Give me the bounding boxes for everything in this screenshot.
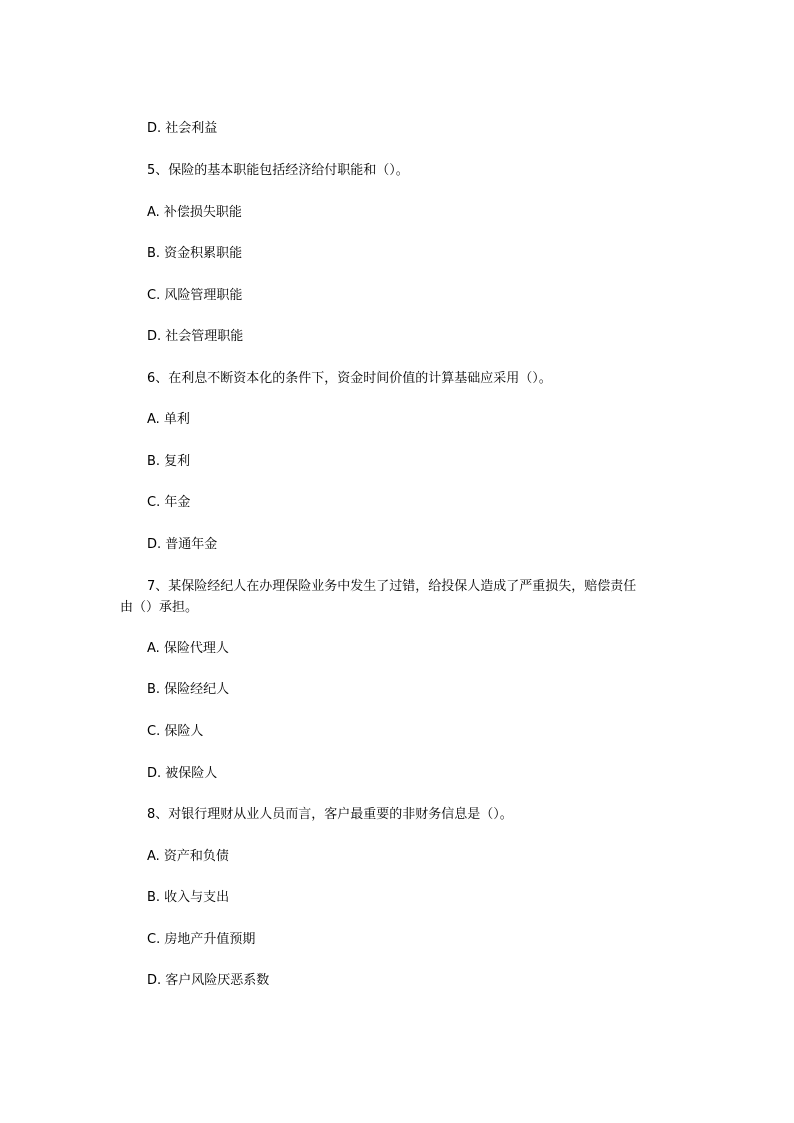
q5-option-d: D. 社会管理职能 xyxy=(147,329,244,344)
q5-option-b: B. 资金积累职能 xyxy=(147,246,243,261)
q7-option-a: A. 保险代理人 xyxy=(147,641,229,656)
q8-option-d: D. 客户风险厌恶系数 xyxy=(147,973,270,988)
q7-option-c: C. 保险人 xyxy=(147,724,204,739)
question-7-line-1: 7、某保险经纪人在办理保险业务中发生了过错，给投保人造成了严重损失，赔偿责任 xyxy=(147,579,637,594)
q7-option-b: B. 保险经纪人 xyxy=(147,682,230,697)
q8-option-c: C. 房地产升值预期 xyxy=(147,932,256,947)
question-8: 8、对银行理财从业人员而言，客户最重要的非财务信息是（）。 xyxy=(147,807,513,822)
q6-option-c: C. 年金 xyxy=(147,495,191,510)
question-6: 6、在利息不断资本化的条件下，资金时间价值的计算基础应采用（）。 xyxy=(147,371,552,386)
option-d-social-benefit: D. 社会利益 xyxy=(147,121,218,136)
q5-option-a: A. 补偿损失职能 xyxy=(147,205,242,220)
q8-option-b: B. 收入与支出 xyxy=(147,890,230,905)
q7-option-d: D. 被保险人 xyxy=(147,766,218,781)
q6-option-b: B. 复利 xyxy=(147,454,191,469)
q8-option-a: A. 资产和负债 xyxy=(147,849,229,864)
q6-option-a: A. 单利 xyxy=(147,412,190,427)
question-5: 5、保险的基本职能包括经济给付职能和（）。 xyxy=(147,163,409,178)
q6-option-d: D. 普通年金 xyxy=(147,537,218,552)
question-7-line-2: 由（）承担。 xyxy=(120,600,199,615)
q5-option-c: C. 风险管理职能 xyxy=(147,288,243,303)
